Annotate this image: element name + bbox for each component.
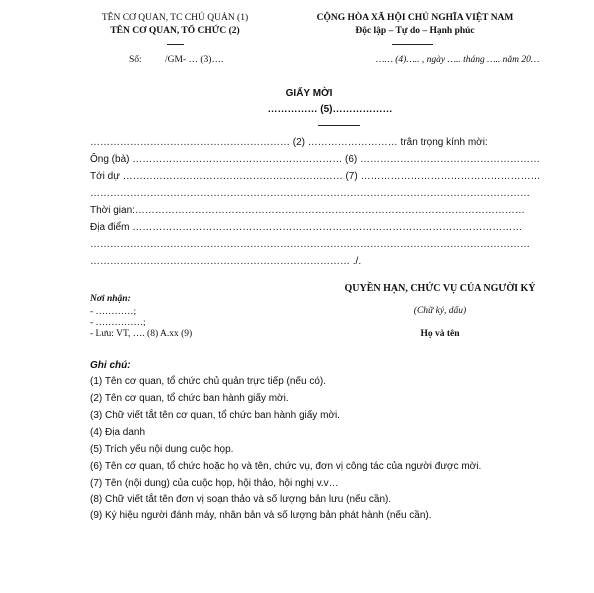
note-item: (8) Chữ viết tắt tên đơn vị soạn thảo và số lượng bản lưu (nếu cần). bbox=[90, 494, 392, 505]
invitee-line: Ông (bà) ……………………………………………………… (6) ……………………………………………… bbox=[90, 154, 541, 165]
invitation-line-1: …………………………………………………… (2) ……………………… trân trọng kính mời: bbox=[90, 137, 488, 148]
recipients-label: Nơi nhận: bbox=[90, 294, 131, 304]
title-underline bbox=[318, 125, 360, 126]
note-item: (5) Trích yếu nội dung cuộc họp. bbox=[90, 444, 234, 455]
note-item: (7) Tên (nội dung) của cuộc họp, hội thảo, hội nghị v.v… bbox=[90, 478, 339, 489]
note-item: (4) Địa danh bbox=[90, 427, 146, 438]
signer-name: Họ và tên bbox=[420, 329, 460, 339]
number-value: /GM- … (3)…. bbox=[165, 55, 224, 65]
motto: Độc lập – Tự do – Hạnh phúc bbox=[355, 26, 475, 36]
location-line-continued: …………………………………………………………………………………………………………………… bbox=[90, 239, 530, 250]
number-label: Số: bbox=[129, 55, 142, 65]
location-line: Địa điểm ……………………………………………………………………………………………………… bbox=[90, 222, 523, 233]
country-name: CỘNG HÒA XÃ HỘI CHỦ NGHĨA VIỆT NAM bbox=[316, 13, 514, 23]
agency-parent: TÊN CƠ QUAN, TC CHỦ QUẢN (1) bbox=[101, 13, 249, 23]
signer-position: QUYỀN HẠN, CHỨC VỤ CỦA NGƯỜI KÝ bbox=[344, 283, 536, 294]
note-item: (6) Tên cơ quan, tổ chức hoặc họ và tên, chức vụ, đơn vị công tác của người được mời. bbox=[90, 461, 482, 472]
recipient-item: - ……………; bbox=[90, 318, 146, 328]
notes-label: Ghi chú: bbox=[90, 360, 131, 371]
event-line: Tới dự ………………………………………………………… (7) ……………………………………………… bbox=[90, 171, 541, 182]
closing-line: …………………………………………………………………… ./. bbox=[90, 256, 362, 267]
agency-underline bbox=[167, 44, 184, 45]
note-item: (9) Ký hiệu người đánh máy, nhân bản và số lượng bản phát hành (nếu cần). bbox=[90, 510, 432, 521]
document-title: GIẤY MỜI bbox=[285, 88, 333, 99]
time-line: Thời gian:……………………………………………………………………………………………………… bbox=[90, 205, 525, 216]
note-item: (1) Tên cơ quan, tổ chức chủ quản trực tiếp (nếu có). bbox=[90, 376, 326, 387]
signature-hint: (Chữ ký, dấu) bbox=[413, 306, 467, 316]
event-line-continued: …………………………………………………………………………………………………………………… bbox=[90, 188, 530, 199]
motto-underline bbox=[392, 44, 433, 45]
note-item: (3) Chữ viết tắt tên cơ quan, tổ chức ban hành giấy mời. bbox=[90, 410, 340, 421]
archive-line: - Lưu: VT, …. (8) A.xx (9) bbox=[90, 329, 193, 339]
document-subject: …………… (5)……………… bbox=[267, 104, 393, 115]
place-date: …… (4)….. , ngày ….. tháng ….. năm 20… bbox=[376, 55, 540, 65]
agency-name: TÊN CƠ QUAN, TỔ CHỨC (2) bbox=[110, 26, 240, 36]
note-item: (2) Tên cơ quan, tổ chức ban hành giấy mời. bbox=[90, 393, 289, 404]
recipient-item: - …………; bbox=[90, 307, 137, 317]
